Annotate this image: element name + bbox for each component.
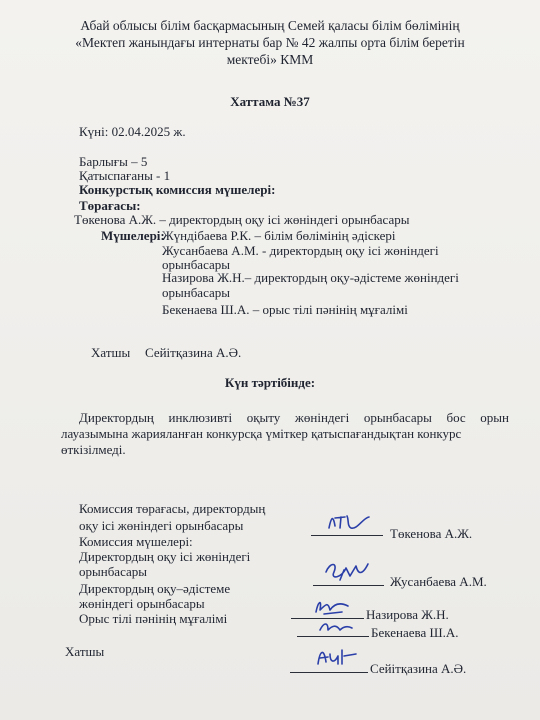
agenda-heading: Күн тәртібінде: xyxy=(224,375,316,390)
member1-signature-icon xyxy=(320,556,372,584)
document-title: Хаттама №37 xyxy=(230,94,310,109)
chair-heading: Төрағасы: xyxy=(79,198,141,213)
secretary-sign-name: Сейітқазина А.Ә. xyxy=(370,661,467,676)
members-sign-label: Комиссия мүшелері: xyxy=(79,534,193,549)
chair-entry: Төкенова А.Ж. – директордың оқу ісі жөніндегі орынбасары xyxy=(74,212,410,227)
header-line-1: Абай облысы білім басқармасының Семей қаласы білім бөлімінің xyxy=(80,18,460,33)
member-line: Жусанбаева А.М. - директордың оқу ісі жөніндегі xyxy=(162,243,439,258)
member3-sign-name: Бекенаева Ш.А. xyxy=(371,625,459,640)
agenda-line-1: Директордың инклюзивті оқыту жөніндегі орынбасары бос орын xyxy=(79,410,509,425)
member2-sign-label-1: Директордың оқу–әдістеме xyxy=(79,581,231,596)
member2-sign-label-2: жөніндегі орынбасары xyxy=(79,596,205,611)
members-label: Мүшелері: xyxy=(101,228,165,243)
agenda-line-2: лауазымына жарияланған конкурсқа үміткер қатыспағандықтан конкурс xyxy=(61,426,462,441)
member2-sign-name: Назирова Ж.Н. xyxy=(366,607,449,622)
chair-sign-label-2: оқу ісі жөніндегі орынбасары xyxy=(79,518,244,533)
chair-sign-label-1: Комиссия төрағасы, директордың xyxy=(79,501,266,516)
secretary-sign-label: Хатшы xyxy=(65,644,105,659)
member3-signature-line xyxy=(297,636,369,637)
header-line-2: «Мектеп жанындағы интернаты бар № 42 жалпы орта білім беретін xyxy=(75,35,465,50)
member-line: орынбасары xyxy=(162,257,231,272)
attendance-absent: Қатыспағаны - 1 xyxy=(79,168,171,183)
header-line-3: мектебі» КММ xyxy=(226,52,314,67)
member-line: Бекенаева Ш.А. – орыс тілі пәнінің мұғалімі xyxy=(162,302,408,317)
member-line: Назирова Ж.Н.– директордың оқу-әдістеме жөніндегі xyxy=(162,270,459,285)
member-line: орынбасары xyxy=(162,285,231,300)
chair-signature-icon xyxy=(325,508,373,534)
member3-sign-label: Орыс тілі пәнінің мұғалімі xyxy=(79,611,228,626)
secretary-signature-icon xyxy=(312,644,362,672)
commission-heading: Конкурстық комиссия мүшелері: xyxy=(79,182,276,197)
secretary-signature-line xyxy=(290,672,368,673)
chair-sign-name: Төкенова А.Ж. xyxy=(390,526,473,541)
secretary-label: Хатшы xyxy=(91,345,131,360)
secretary-name: Сейітқазина А.Ә. xyxy=(145,345,242,360)
member1-sign-name: Жусанбаева А.М. xyxy=(390,574,487,589)
agenda-line-3: өткізілмеді. xyxy=(61,442,126,457)
member-line: Жүндібаева Р.К. – білім бөлімінің әдіскері xyxy=(162,228,396,243)
member3-signature-icon xyxy=(316,618,356,636)
member2-signature-icon xyxy=(312,594,352,618)
member1-sign-label-2: орынбасары xyxy=(79,564,148,579)
chair-signature-line xyxy=(311,535,383,536)
member1-signature-line xyxy=(313,585,384,586)
attendance-total: Барлығы – 5 xyxy=(79,154,148,169)
member1-sign-label-1: Директордың оқу ісі жөніндегі xyxy=(79,549,251,564)
document-date: Күні: 02.04.2025 ж. xyxy=(79,124,186,139)
